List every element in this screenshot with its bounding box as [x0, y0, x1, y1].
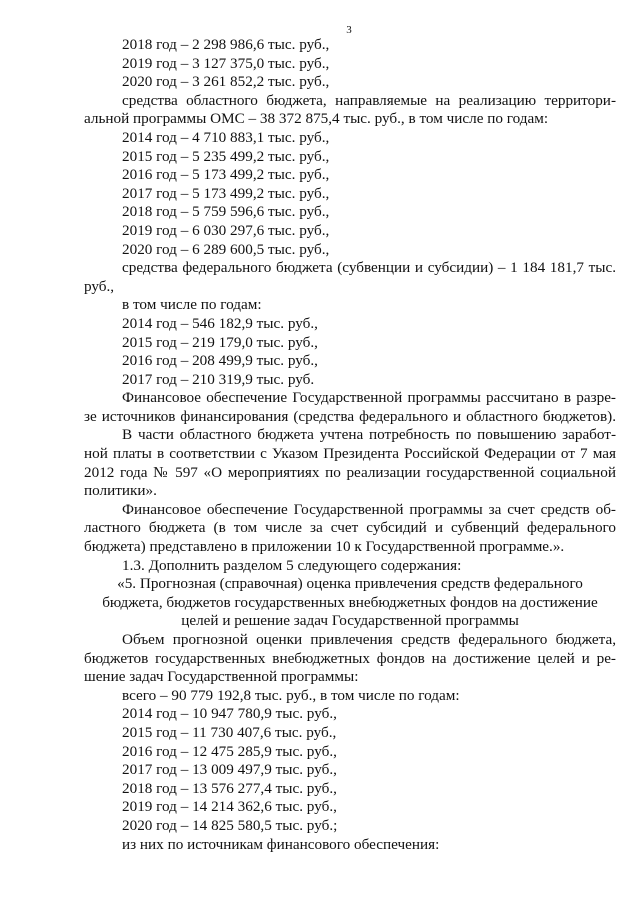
text-line: 2018 год – 2 298 986,6 тыс. руб., — [122, 36, 330, 53]
text-line: 2018 год – 13 576 277,4 тыс. руб., — [122, 779, 337, 797]
page-number: 3 — [346, 24, 352, 36]
text-line: средства федерального бюджета (субвенции и субсидии) – 1 184 181,7 тыс. — [122, 259, 616, 277]
text-line: 2014 год – 10 947 780,9 тыс. руб., — [122, 705, 337, 723]
text-line: 2015 год – 11 730 407,6 тыс. руб., — [122, 723, 337, 741]
text-line: ной платы в соответствии с Указом Президента Российской Федерации от 7 мая — [84, 445, 616, 463]
text-line: из них по источникам финансового обеспечения: — [122, 835, 440, 853]
text-line: 2019 год – 3 127 375,0 тыс. руб., — [122, 54, 330, 72]
text-line: 2012 года № 597 «О мероприятиях по реализации государственной социальной — [84, 463, 616, 481]
text-line: политики». — [84, 482, 157, 500]
text-line: 2017 год – 210 319,9 тыс. руб. — [122, 370, 315, 388]
text-line: 2020 год – 14 825 580,5 тыс. руб.; — [122, 816, 338, 834]
text-line: Объем прогнозной оценки привлечения средств федерального бюджета, — [122, 631, 616, 648]
text-line: 2016 год – 12 475 285,9 тыс. руб., — [122, 742, 337, 760]
text-line: в том числе по годам: — [122, 296, 262, 314]
text-line: 1.3. Дополнить разделом 5 следующего содержания: — [122, 556, 462, 574]
text-line: шение задач Государственной программы: — [84, 668, 359, 686]
document-body — [84, 36, 616, 854]
text-line: зе источников финансирования (средства федерального и областного бюджетов). — [84, 407, 616, 425]
text-line: ластного бюджета (в том числе за счет субсидий и субвенций федерального — [84, 519, 616, 537]
text-line: В части областного бюджета учтена потребность по повышению заработ- — [122, 426, 616, 444]
text-line: 2019 год – 14 214 362,6 тыс. руб., — [122, 798, 337, 816]
text-line: всего – 90 779 192,8 тыс. руб., в том числе по годам: — [122, 686, 460, 704]
text-line: 2018 год – 5 759 596,6 тыс. руб., — [122, 203, 330, 221]
text-line: 2017 год – 13 009 497,9 тыс. руб., — [122, 761, 337, 779]
text-line: бюджета, бюджетов государственных внебюджетных фондов на достижение — [102, 593, 598, 611]
text-line: Финансовое обеспечение Государственной программы за счет средств об- — [122, 500, 616, 518]
text-line: 2016 год – 208 499,9 тыс. руб., — [122, 352, 318, 370]
text-line: целей и решение задач Государственной программы — [181, 612, 519, 630]
text-line: 2014 год – 4 710 883,1 тыс. руб., — [122, 128, 330, 146]
text-line: Финансовое обеспечение Государственной программы рассчитано в разре- — [122, 389, 616, 407]
text-line: 2020 год – 3 261 852,2 тыс. руб., — [122, 73, 330, 91]
text-line: 2014 год – 546 182,9 тыс. руб., — [122, 314, 318, 332]
text-line: 2015 год – 5 235 499,2 тыс. руб., — [122, 147, 330, 165]
text-line: средства областного бюджета, направляемые на реализацию территори- — [122, 91, 616, 109]
text-line: бюджетов государственных внебюджетных фондов на достижение целей и ре- — [84, 649, 616, 667]
text-line: 2019 год – 6 030 297,6 тыс. руб., — [122, 221, 330, 239]
text-line: 2015 год – 219 179,0 тыс. руб., — [122, 333, 318, 351]
text-line: «5. Прогнозная (справочная) оценка привлечения средств федерального — [117, 575, 583, 593]
text-line: 2020 год – 6 289 600,5 тыс. руб., — [122, 240, 330, 258]
text-line: альной программы ОМС – 38 372 875,4 тыс. руб., в том числе по годам: — [84, 110, 549, 128]
text-line: 2017 год – 5 173 499,2 тыс. руб., — [122, 184, 330, 202]
text-line: бюджета) представлено в приложении 10 к Государственной программе.». — [84, 538, 565, 556]
text-line: руб., — [84, 277, 115, 295]
text-line: 2016 год – 5 173 499,2 тыс. руб., — [122, 166, 330, 184]
